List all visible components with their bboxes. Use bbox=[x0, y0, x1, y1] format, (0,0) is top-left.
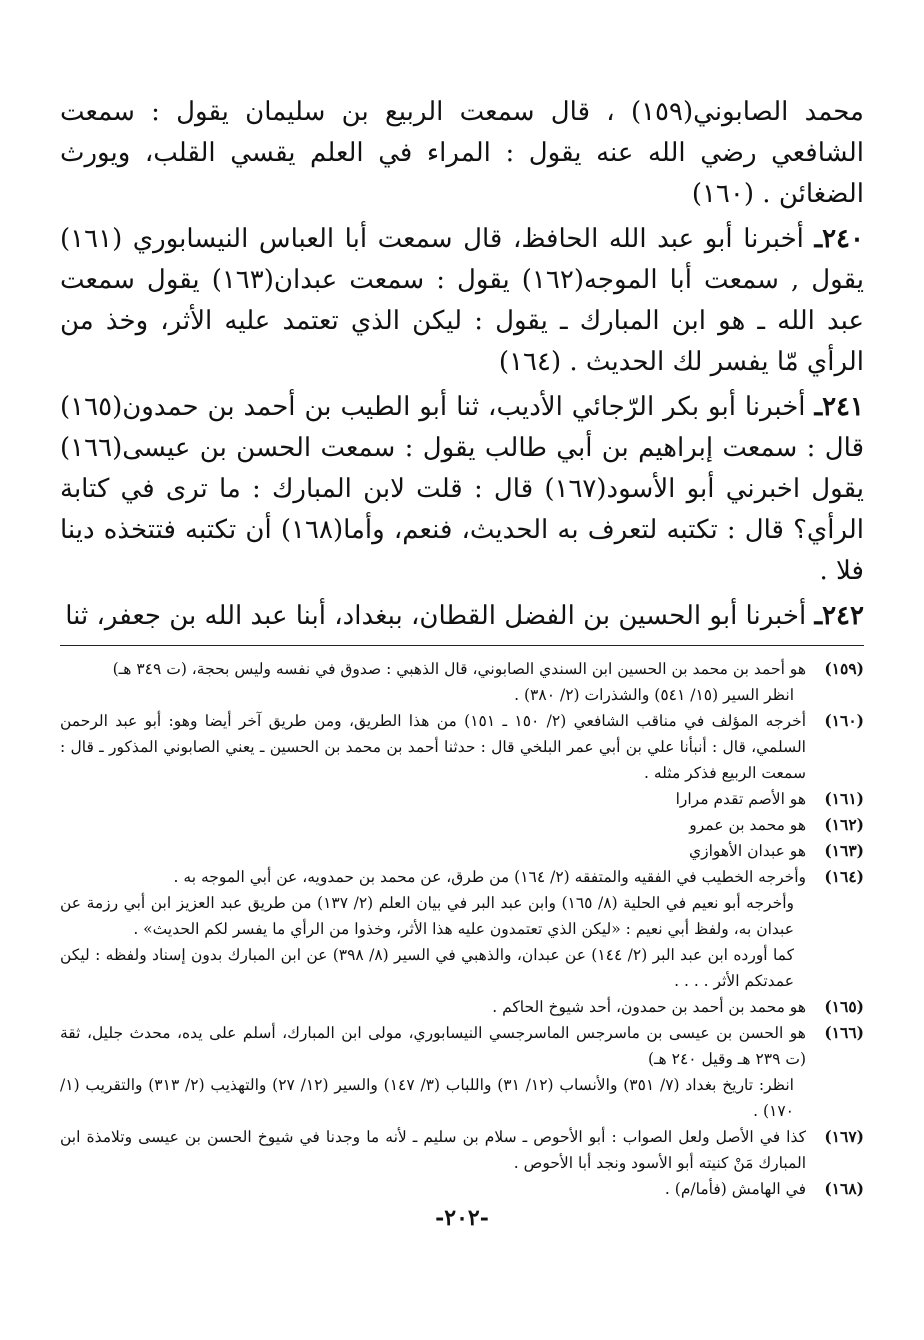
footnote-number: (١٥٩) bbox=[824, 659, 864, 678]
footnote-number: (١٦٧) bbox=[824, 1127, 864, 1146]
footnote-line: كذا في الأصل ولعل الصواب : أبو الأحوص ـ سلام بن سليم ـ لأنه ما وجدنا في شيوخ الحسن بن عيسى وتلامذة ابن المبارك مَنْ كنيته أبو الأسود ونجد أبا الأحوص . bbox=[60, 1128, 806, 1172]
footnote-line: وأخرجه أبو نعيم في الحلية (٨/ ١٦٥) وابن عبد البر في بيان العلم (٢/ ١٣٧) من طريق عبد العزيز ابن أبي رزمة عن عبدان به، ولفظ أبي نعيم : «ليكن الذي تعتمدون عليه هذا الأثر، وخذوا من الرأي ما يفسر لكم الحديث» . bbox=[60, 894, 794, 938]
footnote-160 bbox=[60, 708, 864, 786]
footnote-line: هو عبدان الأهوازي bbox=[688, 842, 806, 860]
footnote-line: انظر السير (١٥/ ٥٤١) والشذرات (٢/ ٣٨٠) . bbox=[514, 686, 794, 704]
footnotes bbox=[60, 656, 864, 1202]
paragraph-240 bbox=[60, 219, 864, 383]
page-number: -٢٠٢- bbox=[435, 1205, 489, 1231]
footnote-163 bbox=[60, 838, 864, 864]
paragraph-text: أخبرنا أبو عبد الله الحافظ، قال سمعت أبا العباس النيسابوري (١٦١) يقول , سمعت أبا الموجه(١٦٢) يقول : سمعت عبدان(١٦٣) يقول سمعت عبد الله ـ هو ابن المبارك ـ يقول : ليكن الذي تعتمد عليه الأثر، وخذ من الرأي مّا يفسر لك الحديث . (١٦٤) bbox=[60, 224, 865, 377]
footnote-line: أخرجه المؤلف في مناقب الشافعي (٢/ ١٥٠ ـ ١٥١) من هذا الطريق، ومن طريق آخر أيضا وهو: أبو عبد الرحمن السلمي، قال : أنبأنا علي بن أبي عمر البلخي قال : حدثنا أحمد بن محمد بن الحسين ـ يعني الصابوني المذكور ـ قال : سمعت الربيع فذكر مثله . bbox=[60, 712, 806, 782]
footnote-line: هو أحمد بن محمد بن الحسين ابن السندي الصابوني، قال الذهبي : صدوق في نفسه وليس بحجة، (ت ٣٤٩ هـ) bbox=[112, 660, 806, 678]
paragraph-text: أخبرنا أبو الحسين بن الفضل القطان، ببغداد، أبنا عبد الله بن جعفر، ثنا bbox=[65, 601, 807, 631]
paragraph-241 bbox=[60, 387, 864, 592]
footnote-164 bbox=[60, 864, 864, 994]
footnote-number: (١٦٣) bbox=[824, 841, 864, 860]
paragraph-text: محمد الصابوني(١٥٩) ، قال سمعت الربيع بن سليمان يقول : سمعت الشافعي رضي الله عنه يقول : المراء في العلم يقسي القلب، ويورث الضغائن . (١٦٠) bbox=[60, 97, 864, 209]
footnote-number: (١٦٠) bbox=[824, 711, 864, 730]
footnote-line: هو الأصم تقدم مرارا bbox=[675, 790, 806, 808]
footnote-159 bbox=[60, 656, 864, 708]
footnote-number: (١٦٢) bbox=[824, 815, 864, 834]
footnote-line: هو محمد بن عمرو bbox=[689, 816, 806, 834]
footnote-number: (١٦٨) bbox=[824, 1179, 864, 1198]
paragraph-number: ٢٤٢ـ bbox=[814, 601, 864, 631]
paragraph-number: ٢٤١ـ bbox=[814, 392, 864, 422]
paragraph-continuation bbox=[60, 92, 864, 215]
footnote-166 bbox=[60, 1020, 864, 1124]
footnote-number: (١٦٦) bbox=[824, 1023, 864, 1042]
footnote-162 bbox=[60, 812, 864, 838]
paragraph-number: ٢٤٠ـ bbox=[814, 224, 864, 254]
paragraph-242 bbox=[60, 596, 864, 637]
footnote-168 bbox=[60, 1176, 864, 1202]
footnote-line: وأخرجه الخطيب في الفقيه والمتفقه (٢/ ١٦٤) من طرق، عن محمد بن حمدويه، عن أبي الموجه به . bbox=[173, 868, 806, 886]
footnote-number: (١٦١) bbox=[824, 789, 864, 808]
footnote-167 bbox=[60, 1124, 864, 1176]
footnote-line: انظر: تاريخ بغداد (٧/ ٣٥١) والأنساب (١٢/ ٣١) واللباب (٣/ ١٤٧) والسير (١٢/ ٢٧) والتهذيب (٢/ ٣١٣) والتقريب (١/ ١٧٠) . bbox=[60, 1076, 794, 1120]
footnote-line: هو محمد بن أحمد بن حمدون، أحد شيوخ الحاكم . bbox=[492, 998, 806, 1016]
footnote-separator bbox=[60, 645, 864, 646]
paragraph-text: أخبرنا أبو بكر الرّجائي الأديب، ثنا أبو الطيب بن أحمد بن حمدون(١٦٥) قال : سمعت إبراهيم بن أبي طالب يقول : سمعت الحسن بن عيسى(١٦٦) يقول اخبرني أبو الأسود(١٦٧) قال : قلت لابن المبارك : ما ترى في كتابة الرأي؟ قال : تكتبه لتعرف به الحديث، فنعم، وأما(١٦٨) أن تكتبه فتتخذه دينا فلا . bbox=[60, 392, 865, 586]
footnote-number: (١٦٤) bbox=[824, 867, 864, 886]
footnote-line: في الهامش (فأما/م) . bbox=[664, 1180, 806, 1198]
footnote-161 bbox=[60, 786, 864, 812]
main-text bbox=[60, 92, 864, 637]
footnote-165 bbox=[60, 994, 864, 1020]
footnote-line: هو الحسن بن عيسى بن ماسرجس الماسرجسي النيسابوري، مولى ابن المبارك، أسلم على يده، محدث جليل، ثقة (ت ٢٣٩ هـ وقيل ٢٤٠ هـ) bbox=[60, 1024, 806, 1068]
footnote-line: كما أورده ابن عبد البر (٢/ ١٤٤) عن عبدان، والذهبي في السير (٨/ ٣٩٨) عن ابن المبارك بدون إسناد ولفظه : ليكن عمدتكم الأثر . . . . bbox=[60, 946, 795, 990]
document-page bbox=[60, 92, 864, 1340]
footnote-number: (١٦٥) bbox=[824, 997, 864, 1016]
